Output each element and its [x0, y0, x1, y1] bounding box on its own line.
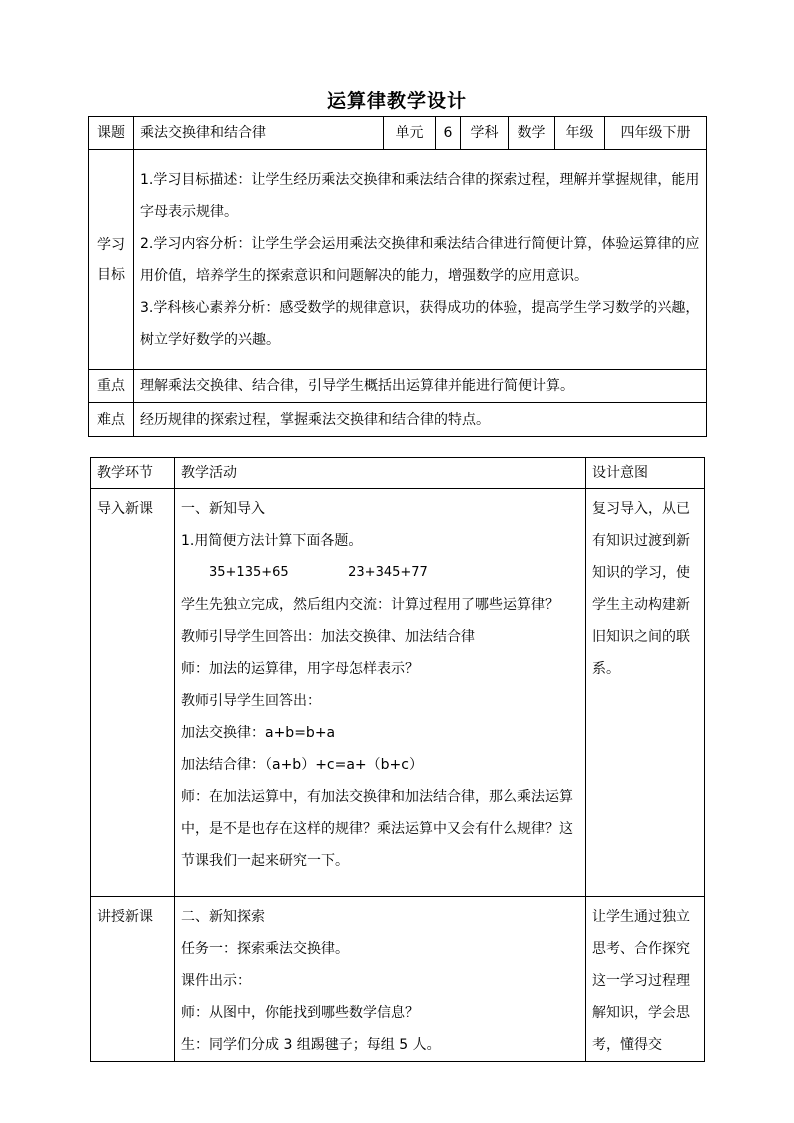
key-content: 理解乘法交换律、结合律，引导学生概括出运算律并能进行简便计算。	[134, 370, 707, 403]
topic-value: 乘法交换律和结合律	[134, 117, 384, 150]
grade-value: 四年级下册	[605, 117, 707, 150]
intro-expr1: 35+135+65	[209, 565, 289, 580]
lesson-table	[90, 457, 705, 1062]
explore-line4: 生：同学们分成 3 组踢毽子；每组 5 人。	[181, 1037, 441, 1053]
intro-line5: 师：加法的运算律，用字母怎样表示？	[181, 661, 419, 677]
header-stage: 教学环节	[91, 458, 175, 489]
grade-label: 年级	[555, 117, 605, 150]
unit-value: 6	[436, 117, 461, 150]
explore-stage-label: 讲授新课	[97, 909, 153, 925]
intro-expressions	[181, 557, 579, 589]
topic-label: 课题	[89, 117, 134, 150]
intro-stage-label: 导入新课	[97, 501, 153, 517]
intro-line6: 教师引导学生回答出：	[181, 693, 321, 709]
difficulty-label: 难点	[89, 403, 134, 437]
intro-line7: 加法交换律：a+b=b+a	[181, 725, 336, 741]
intro-expr2: 23+345+77	[348, 565, 428, 580]
key-label: 重点	[89, 370, 134, 403]
info-table	[88, 116, 707, 437]
intro-line3: 学生先独立完成，然后组内交流：计算过程用了哪些运算律？	[181, 597, 559, 613]
goal-item: 3.学科核心素养分析：感受数学的规律意识，获得成功的体验，提高学生学习数学的兴趣，树立学好数学的兴趣。	[140, 299, 700, 348]
header-intent: 设计意图	[586, 458, 705, 489]
intro-line9: 师：在加法运算中，有加法交换律和加法结合律，那么乘法运算中，是不是也存在这样的规律？乘法运算中又会有什么规律？这节课我们一起来研究一下。	[181, 789, 573, 869]
subject-value: 数学	[509, 117, 555, 150]
intro-line8: 加法结合律：（a+b）+c=a+（b+c）	[181, 757, 423, 773]
goals-label-line1: 学习	[97, 236, 125, 253]
goals-label-line2: 目标	[97, 266, 125, 283]
explore-line3: 师：从图中，你能找到哪些数学信息？	[181, 1005, 419, 1021]
intro-q1: 1.用简便方法计算下面各题。	[181, 533, 363, 549]
intro-intent	[586, 489, 705, 897]
goal-item: 1.学习目标描述：让学生经历乘法交换律和乘法结合律的探索过程，理解并掌握规律，能用字母表示规律。	[140, 171, 700, 220]
difficulty-content: 经历规律的探索过程，掌握乘法交换律和结合律的特点。	[134, 403, 707, 437]
explore-intent	[586, 897, 705, 1062]
intro-stage	[91, 489, 175, 897]
intro-heading: 一、新知导入	[181, 501, 265, 517]
explore-line2: 课件出示：	[181, 973, 251, 989]
subject-label: 学科	[461, 117, 509, 150]
unit-label: 单元	[384, 117, 436, 150]
goals-label	[89, 150, 134, 370]
goal-item: 2.学习内容分析：让学生学会运用乘法交换律和乘法结合律进行简便计算，体验运算律的应用价值，培养学生的探索意识和问题解决的能力，增强数学的应用意识。	[140, 235, 700, 284]
explore-line1: 任务一：探索乘法交换律。	[181, 941, 349, 957]
intro-intent-text: 复习导入，从已有知识过渡到新知识的学习，使学生主动构建新旧知识之间的联系。	[592, 501, 690, 677]
page-title: 运算律教学设计	[326, 90, 467, 112]
explore-intent-text: 让学生通过独立思考、合作探究这一学习过程理解知识，学会思考，懂得交	[592, 909, 690, 1053]
header-activity: 教学活动	[175, 458, 586, 489]
intro-activity	[175, 489, 586, 897]
intro-line4: 教师引导学生回答出：加法交换律、加法结合律	[181, 629, 475, 645]
goals-content	[134, 150, 707, 370]
explore-activity	[175, 897, 586, 1062]
explore-heading: 二、新知探索	[181, 909, 265, 925]
explore-stage	[91, 897, 175, 1062]
